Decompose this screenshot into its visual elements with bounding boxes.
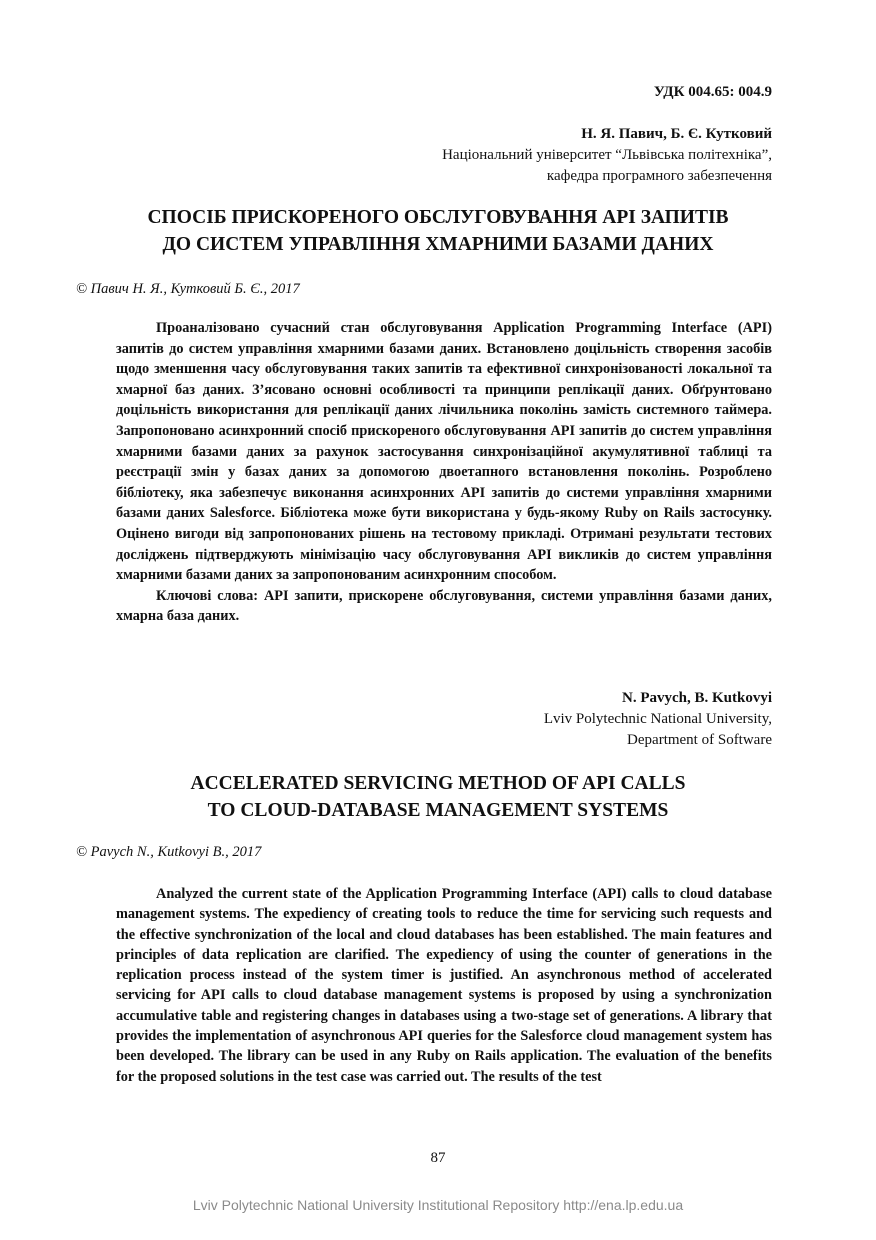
en-copyright: © Pavych N., Kutkovyi B., 2017	[76, 844, 262, 860]
en-abstract: Analyzed the current state of the Application Programming Interface (API) calls to cloud database management systems. The expediency of creating tools to reduce the time for servicing such requests and the effective synchronization of the local and cloud databases has been established. The main features and principles of data replication are clarified. The expediency of using the counter of generations in the replication process instead of the system timer is justified. An asynchronous method of accelerated servicing for API calls to cloud database management systems is proposed by using a synchronization accumulative table and registering changes in databases using a two-stage set of generations. A library that provides the implementation of asynchronous API queries for the Salesforce cloud management system has been developed. The library can be used in any Ruby on Rails application. The evaluation of the benefits for the proposed solutions in the test case was carried out. The results of the test	[116, 886, 772, 1085]
uk-title-line2: ДО СИСТЕМ УПРАВЛІННЯ ХМАРНИМИ БАЗАМИ ДАНИХ	[162, 234, 714, 255]
uk-author-block	[442, 124, 772, 187]
en-title	[0, 770, 876, 824]
en-title-line2: TO CLOUD-DATABASE MANAGEMENT SYSTEMS	[207, 800, 669, 821]
udc-code: УДК 004.65: 004.9	[653, 84, 772, 100]
repository-footer: Lviv Polytechnic National University Institutional Repository http://ena.lp.edu.ua	[192, 1197, 684, 1213]
uk-affiliation-line2: кафедра програмного забезпечення	[546, 168, 772, 184]
en-title-line1: ACCELERATED SERVICING METHOD OF API CALLS	[190, 773, 686, 794]
en-authors: N. Pavych, B. Kutkovyi	[621, 690, 772, 706]
uk-authors: Н. Я. Павич, Б. Є. Кутковий	[581, 126, 772, 142]
uk-abstract-block	[116, 318, 772, 627]
uk-copyright: © Павич Н. Я., Кутковий Б. Є., 2017	[76, 281, 300, 297]
page-number: 87	[430, 1150, 446, 1166]
uk-affiliation-line1: Національний університет “Львівська політехніка”,	[442, 147, 772, 163]
en-affiliation-line2: Department of Software	[627, 732, 772, 748]
en-affiliation-line1: Lviv Polytechnic National University,	[543, 711, 772, 727]
en-author-block	[544, 688, 772, 751]
uk-title	[0, 204, 876, 258]
uk-keywords: Ключові слова: API запити, прискорене обслуговування, системи управління базами даних, хмарна база даних.	[116, 587, 772, 625]
uk-title-line1: СПОСІБ ПРИСКОРЕНОГО ОБСЛУГОВУВАННЯ API ЗАПИТІВ	[147, 207, 729, 228]
en-abstract-block	[116, 884, 772, 1087]
uk-abstract: Проаналізовано сучасний стан обслуговування Application Programming Interface (API) запитів до систем управління хмарними базами даних. Встановлено доцільність створення засобів щодо зменшення часу обслуговування таких запитів та ефективної синхронізованості локальної та хмарної баз даних. З’ясовано основні особливості та принципи реплікації даних. Обґрунтовано доцільність використання для реплікації даних лічильника поколінь замість системного таймера. Запропоновано асинхронний спосіб прискореного обслуговування API запитів до систем управління хмарними базами даних за рахунок застосування синхронізаційної акумулятивної таблиці та реєстрації змін у базах даних за допомогою двоетапного встановлення поколінь. Розроблено бібліотеку, яка забезпечує виконання асинхронних API запитів до системи управління хмарними базами даних Salesforce. Бібліотека може бути використана у будь-якому Ruby on Rails застосунку. Оцінено вигоди від запропонованих рішень на тестовому прикладі. Отримані результати тестових досліджень підтверджують мінімізацію часу обслуговування API викликів до систем управління хмарними базами даних за запропонованим асинхронним способом.	[116, 320, 772, 584]
